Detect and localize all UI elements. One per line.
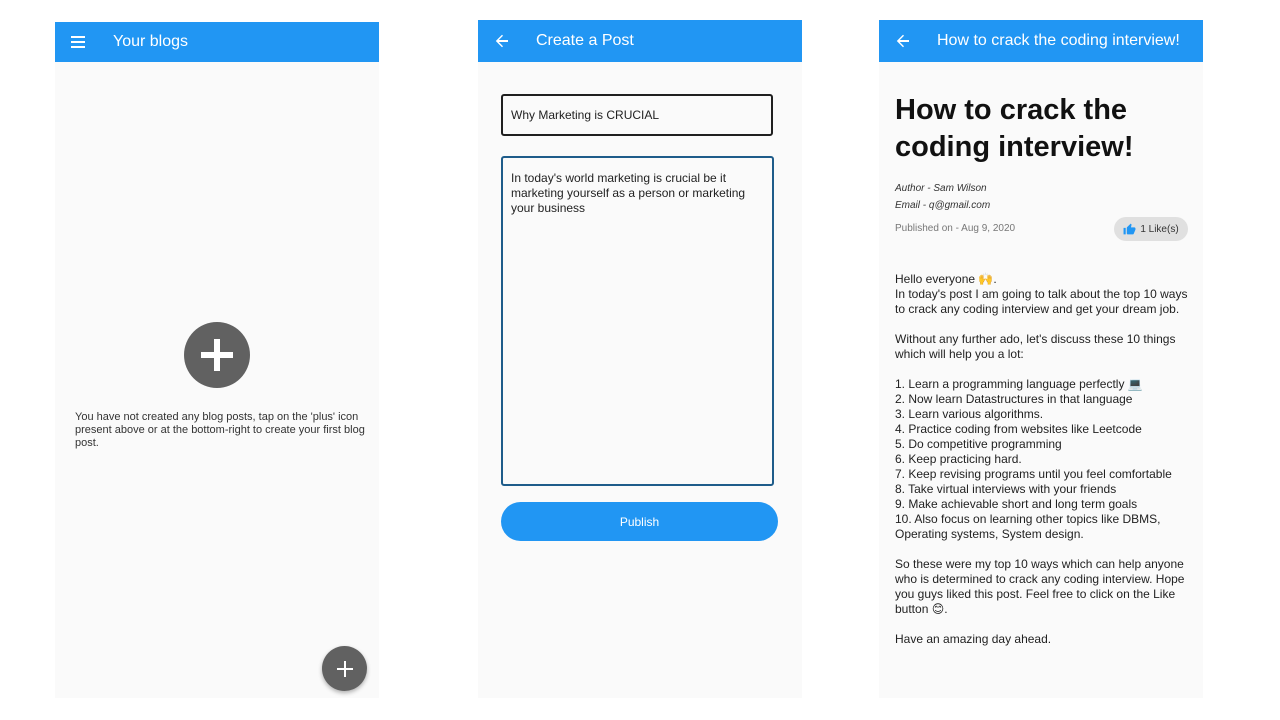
page-title: Create a Post bbox=[536, 32, 634, 49]
add-blog-button[interactable] bbox=[184, 322, 250, 388]
create-post-screen bbox=[478, 20, 802, 698]
blogs-screen bbox=[55, 22, 379, 698]
app-bar bbox=[55, 22, 379, 62]
like-count: 1 Like(s) bbox=[1140, 223, 1179, 235]
app-bar bbox=[478, 20, 802, 62]
post-title-input[interactable] bbox=[501, 94, 773, 136]
arrow-back-icon[interactable] bbox=[881, 33, 925, 49]
post-body-input[interactable] bbox=[501, 156, 774, 486]
like-button[interactable] bbox=[1114, 217, 1188, 241]
post-body-value: In today's world marketing is crucial be it marketing yourself as a person or marketing your business bbox=[511, 171, 746, 215]
post-email: Email - q@gmail.com bbox=[895, 200, 991, 211]
page-title: Your blogs bbox=[113, 33, 189, 50]
plus-icon bbox=[336, 660, 354, 678]
post-title: How to crack the coding interview! bbox=[895, 94, 1134, 163]
app-bar bbox=[879, 20, 1203, 62]
post-title-value: Why Marketing is CRUCIAL bbox=[511, 108, 660, 122]
plus-icon bbox=[198, 336, 236, 374]
empty-state-message: You have not created any blog posts, tap on the 'plus' icon present above or at the bottom-right to create your first blog post. bbox=[75, 411, 365, 449]
arrow-back-icon[interactable] bbox=[480, 33, 524, 49]
post-published-date: Published on - Aug 9, 2020 bbox=[895, 223, 1016, 234]
post-body: Hello everyone 🙌. In today's post I am going to talk about the top 10 ways to crack any coding interview and get your dream job. Without any further ado, let's discuss these 10 things which will help you a lot: 1. Learn a programming language perfectly 💻 2. Now learn Datastructures in that language 3. Learn various algorithms. 4. Practice coding from websites like Leetcode 5. Do competitive programming 6. Keep practicing hard. 7. Keep revising programs until you feel comfortable 8. Take virtual interviews with your friends 9. Make achievable short and long term goals 10. Also focus on learning other topics like DBMS, Operating systems, System design. So these were my top 10 ways which can help anyone who is determined to crack any coding interview. Hope you guys liked this post. Feel free to click on the Like button 😊. Have an amazing day ahead. bbox=[895, 272, 1188, 646]
fab-add-button[interactable] bbox=[322, 646, 367, 691]
menu-icon[interactable] bbox=[57, 35, 101, 49]
post-detail-screen bbox=[879, 20, 1203, 698]
post-author: Author - Sam Wilson bbox=[895, 183, 987, 194]
page-title: How to crack the coding interview! bbox=[937, 32, 1180, 49]
thumb-up-icon bbox=[1123, 223, 1136, 235]
publish-button[interactable]: Publish bbox=[501, 502, 778, 541]
